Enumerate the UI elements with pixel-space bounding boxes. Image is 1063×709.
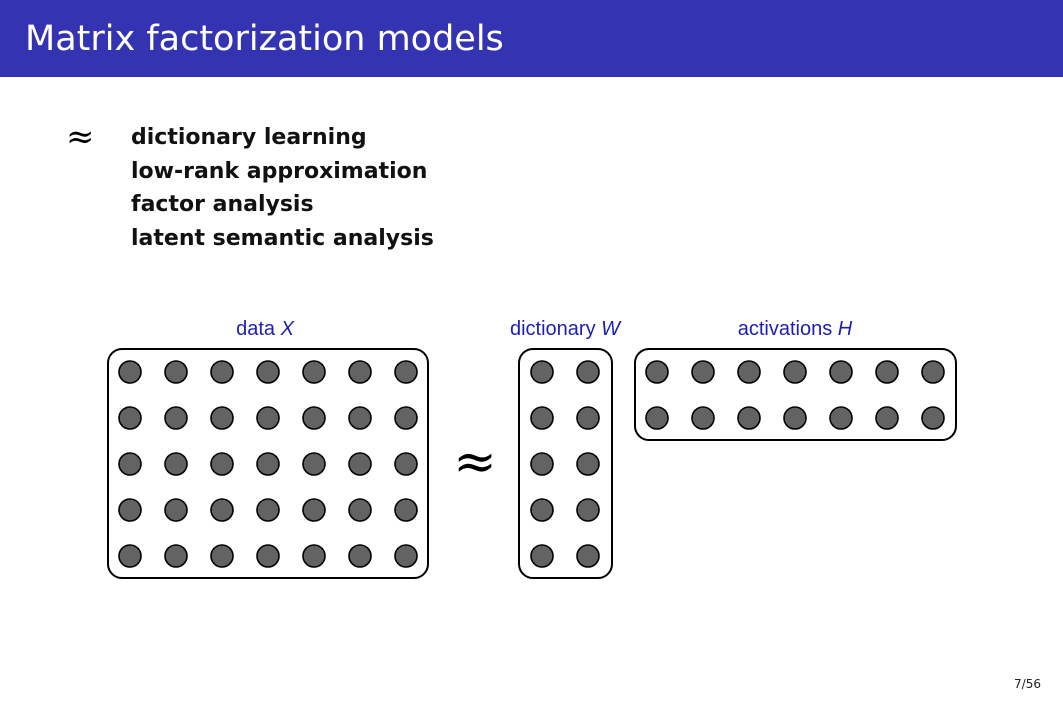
matrix-W [519, 349, 612, 578]
matrix-entry-dot [211, 499, 233, 521]
matrix-entry-dot [395, 545, 417, 567]
synonym-item: dictionary learning [131, 125, 367, 150]
matrix-entry-dot [531, 361, 553, 383]
matrix-entry-dot [531, 545, 553, 567]
matrix-entry-dot [165, 545, 187, 567]
matrix-entry-dot [646, 361, 668, 383]
matrix-entry-dot [303, 407, 325, 429]
matrix-entry-dot [830, 407, 852, 429]
matrix-entry-dot [257, 361, 279, 383]
matrix-entry-dot [303, 361, 325, 383]
matrix-entry-dot [349, 453, 371, 475]
matrix-entry-dot [692, 361, 714, 383]
matrix-entry-dot [876, 361, 898, 383]
matrix-symbol: H [837, 318, 853, 340]
matrix-entry-dot [876, 407, 898, 429]
matrix-entry-dot [646, 407, 668, 429]
matrix-entry-dot [119, 407, 141, 429]
matrix-entry-dot [784, 407, 806, 429]
synonym-item: factor analysis [131, 192, 314, 217]
matrix-entry-dot [211, 361, 233, 383]
matrix-entry-dot [303, 499, 325, 521]
matrix-entry-dot [257, 407, 279, 429]
matrix-entry-dot [922, 407, 944, 429]
slide-title: Matrix factorization models [25, 19, 504, 59]
matrix-entry-dot [692, 407, 714, 429]
matrix-entry-dot [784, 361, 806, 383]
matrix-entry-dot [165, 499, 187, 521]
matrix-entry-dot [395, 361, 417, 383]
matrix-entry-dot [119, 453, 141, 475]
matrix-entry-dot [165, 453, 187, 475]
matrix-entry-dot [738, 361, 760, 383]
approx-symbol: ≈ [66, 117, 95, 157]
matrix-label-prefix: activations [737, 318, 838, 340]
synonym-item: low-rank approximation [131, 158, 428, 184]
matrix-entry-dot [349, 545, 371, 567]
matrix-entry-dot [165, 407, 187, 429]
matrix-entry-dot [830, 361, 852, 383]
matrix-entry-dot [738, 407, 760, 429]
matrix-entry-dot [349, 361, 371, 383]
approx-equation-symbol: ≈ [453, 432, 497, 492]
matrix-label-prefix: data [236, 318, 281, 340]
matrix-entry-dot [211, 545, 233, 567]
matrix-entry-dot [211, 407, 233, 429]
matrix-entry-dot [119, 361, 141, 383]
matrix-entry-dot [922, 361, 944, 383]
matrix-entry-dot [395, 407, 417, 429]
page-number: 7/56 [1014, 677, 1041, 691]
matrix-entry-dot [531, 499, 553, 521]
matrix-X [108, 349, 428, 578]
matrix-entry-dot [211, 453, 233, 475]
matrix-entry-dot [395, 453, 417, 475]
matrix-symbol: X [280, 318, 294, 340]
matrix-entry-dot [349, 499, 371, 521]
matrix-entry-dot [303, 453, 325, 475]
matrix-entry-dot [257, 545, 279, 567]
matrix-entry-dot [119, 499, 141, 521]
matrix-entry-dot [531, 453, 553, 475]
matrix-entry-dot [577, 361, 599, 383]
matrix-entry-dot [303, 545, 325, 567]
matrix-entry-dot [257, 453, 279, 475]
matrix-symbol: W [601, 318, 621, 340]
matrix-entry-dot [349, 407, 371, 429]
matrix-entry-dot [577, 453, 599, 475]
matrix-entry-dot [395, 499, 417, 521]
matrix-entry-dot [119, 545, 141, 567]
matrix-entry-dot [531, 407, 553, 429]
matrix-entry-dot [577, 407, 599, 429]
synonym-item: latent semantic analysis [131, 225, 434, 251]
matrix-entry-dot [577, 545, 599, 567]
matrix-entry-dot [577, 499, 599, 521]
matrix-entry-dot [165, 361, 187, 383]
matrix-label-prefix: dictionary [509, 318, 602, 340]
matrix-H [635, 349, 956, 440]
matrix-entry-dot [257, 499, 279, 521]
